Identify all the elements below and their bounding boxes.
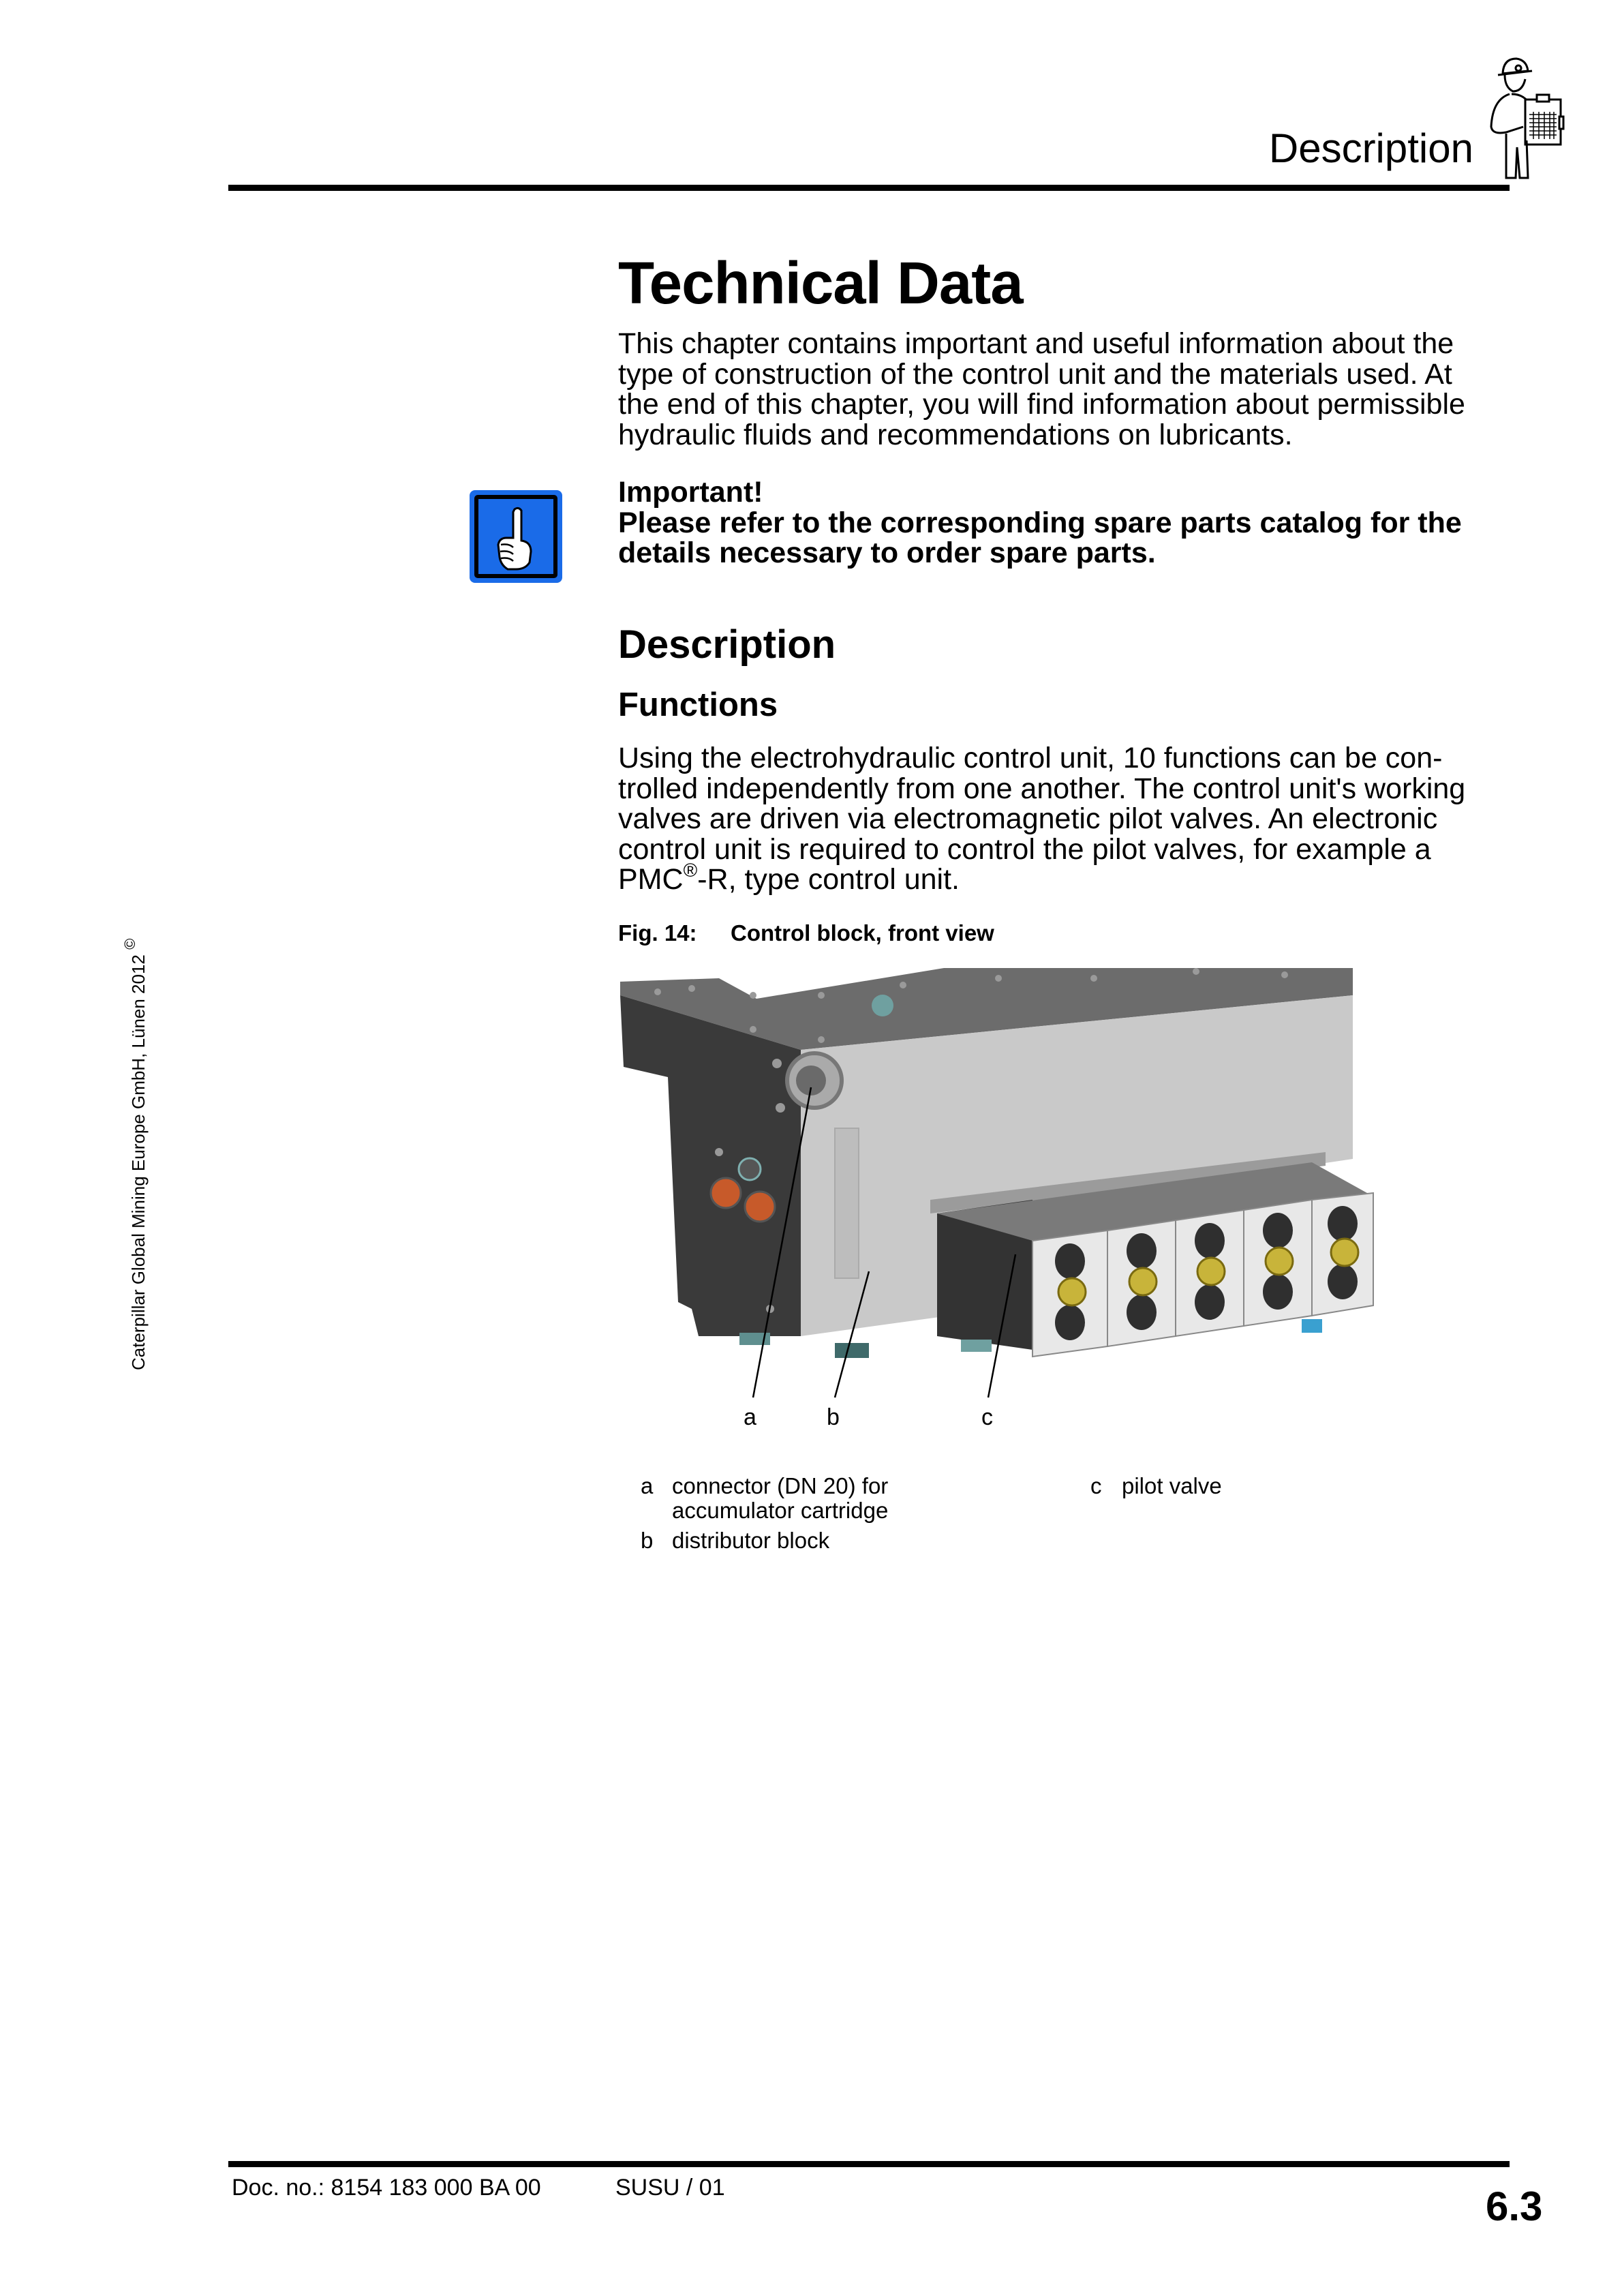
legend-item-b: b distributor block [641, 1528, 830, 1553]
section-heading: Description [618, 622, 836, 667]
technician-with-clipboard-icon [1486, 52, 1567, 181]
figure-title: Control block, front view [731, 920, 994, 946]
header-rule [228, 185, 1510, 191]
pointing-finger-icon [468, 489, 564, 584]
important-note-text: Please refer to the corresponding spare parts catalog for the details necessary to order spare parts. [618, 506, 1462, 569]
functions-paragraph: Using the electrohydraulic control unit, 10 functions can be controlled independently from one another. The control unit's working valves are driven via electromagnetic pilot valves. An electronic control unit is required to control the pilot valves, for example a PMC®-R, type control unit. [618, 742, 1466, 896]
callout-c: c [981, 1404, 993, 1430]
registered-mark: ® [683, 860, 698, 881]
important-note-heading: Important! [618, 476, 763, 509]
chapter-intro: This chapter contains important and useful information about the type of construction of the control unit and the materials used. At the end of this chapter, you will find information about permissible hydraulic fluids and recommendations on lubricants. [618, 327, 1465, 451]
document-number: Doc. no.: 8154 183 000 BA 00 [232, 2175, 541, 2201]
legend-item-a: a connector (DN 20) for accumulator cartridge [641, 1473, 889, 1523]
page-number: 6.3 [1486, 2184, 1543, 2229]
figure-number: Fig. 14: [618, 920, 697, 946]
legend-item-c: c pilot valve [1090, 1473, 1222, 1498]
callout-b: b [827, 1404, 840, 1430]
footer-rule [228, 2161, 1510, 2167]
figure-caption [618, 920, 994, 946]
copyright-notice: Caterpillar Global Mining Europe GmbH, Lünen 2012 © [121, 938, 149, 1370]
callout-a: a [744, 1404, 756, 1430]
chapter-title: Technical Data [618, 250, 1023, 316]
copyright-symbol: © [121, 938, 138, 950]
revision-code: SUSU / 01 [615, 2175, 725, 2201]
running-header-title: Description [1268, 125, 1473, 171]
important-note [618, 477, 1497, 569]
control-block-illustration [617, 954, 1475, 1432]
subsection-heading: Functions [618, 686, 778, 723]
